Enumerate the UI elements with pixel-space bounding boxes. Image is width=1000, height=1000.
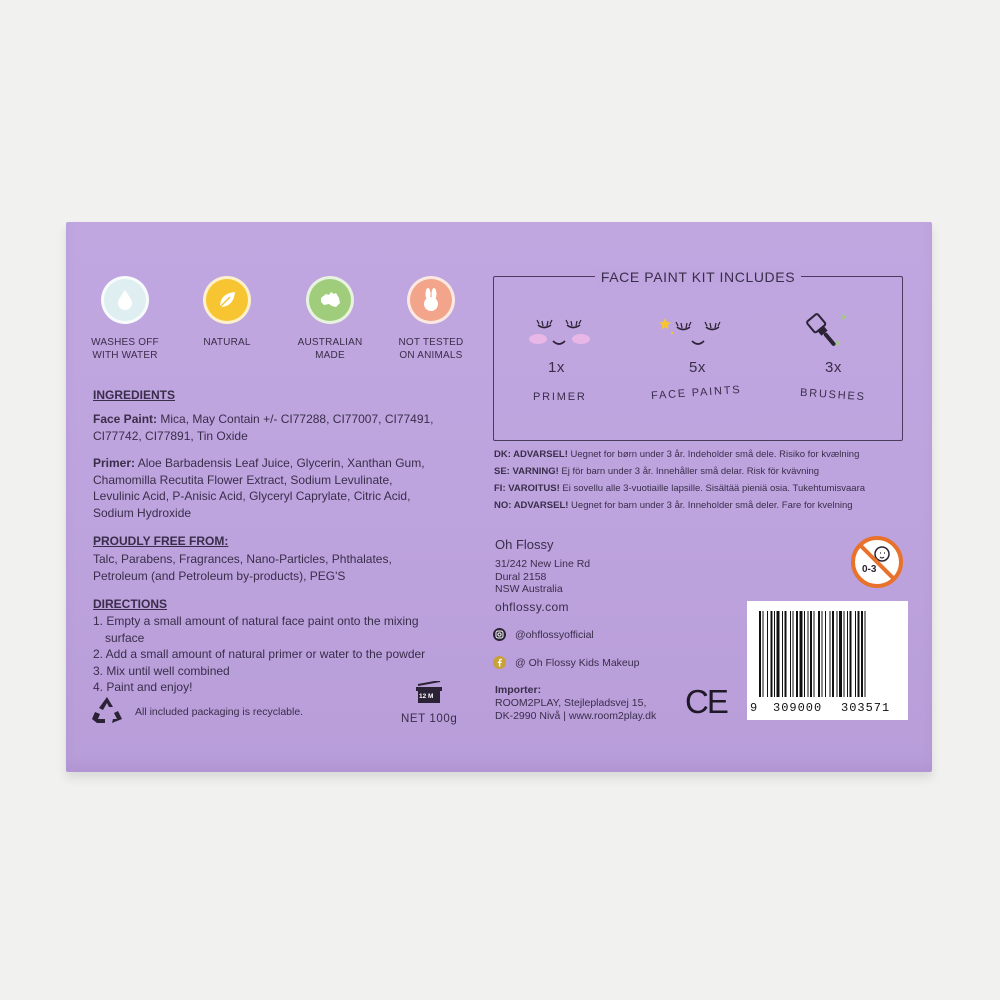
badge-label: AUSTRALIAN MADE [297,337,363,361]
barcode-bar [865,611,866,697]
face-paint-ingredients-cont: CI77742, CI77891, Tin Oxide [93,428,248,443]
barcode-bar [790,611,791,697]
recycle-text: All included packaging is recyclable. [135,706,304,718]
barcode-bar [861,611,863,697]
barcode-bar [759,611,761,697]
barcode-bar [825,611,826,697]
badge-not-tested [386,276,476,362]
barcode-bar [804,611,805,697]
brush-icon [796,307,856,358]
instagram-icon [493,628,506,646]
instagram-handle: @ohflossyofficial [515,629,594,641]
pao-label: 12 M [419,693,434,700]
importer-label: Importer: [495,684,542,696]
direction-step-1-cont: surface [105,630,145,645]
kit-name-brushes: BRUSHES [799,386,867,404]
company-name: Oh Flossy [495,537,554,552]
barcode-bar [839,611,842,697]
australia-map-icon [306,276,354,324]
direction-step-1: 1. Empty a small amount of natural face paint onto the mixing [93,614,419,628]
barcode-bar [771,611,773,697]
badge-label: NOT TESTED ON ANIMALS [398,337,464,361]
barcode-bar [785,611,787,697]
barcode-bar [858,611,860,697]
barcode-bar [796,611,798,697]
free-from-line-2: Petroleum (and Petroleum by-products), PEG'S [93,568,346,583]
primer-ingredients: Primer: Aloe Barbadensis Leaf Juice, Glycerin, Xanthan Gum, [93,456,425,470]
kit-includes-panel [493,269,903,441]
ce-mark: CE [685,683,727,720]
barcode-bar [808,611,809,697]
badge-natural [182,276,272,349]
age-warning-icon [849,534,905,590]
barcode-bar [818,611,820,697]
ingredients-heading: INGREDIENTS [93,388,176,402]
free-from-heading: PROUDLY FREE FROM: [93,534,229,548]
net-weight: NET 100g [401,713,458,725]
barcode-bar [830,611,831,697]
barcode-bar [855,611,856,697]
directions-heading: DIRECTIONS [93,597,168,611]
kit-count-face-paints: 5x [689,359,706,376]
kit-title: FACE PAINT KIT INCLUDES [494,269,902,285]
barcode-bar [810,611,812,697]
barcode-bar [763,611,764,697]
barcode-bar [782,611,783,697]
recycle-icon [91,695,123,730]
barcode-digits-right: 303571 [841,701,891,715]
kit-name-face-paints: FACE PAINTS [650,383,742,403]
age-warning-label: 0-3 [862,564,877,575]
warning-dk: DK: ADVARSEL! Uegnet for børn under 3 år. Indeholder små dele. Risiko for kvælning [494,449,860,460]
barcode-bar [767,611,768,697]
badge-label: WASHES OFF WITH WATER [91,337,159,361]
direction-step-4: 4. Paint and enjoy! [93,680,193,694]
barcode-bar [822,611,823,697]
importer-address: ROOM2PLAY, Stejlepladsvej 15, DK-2990 Nivå | www.room2play.dk [495,697,657,722]
primer-line-3: Levulinic Acid, P-Anisic Acid, Glyceryl Caprylate, Citric Acid, [93,489,411,503]
face-paint-ingredients: Face Paint: Mica, May Contain +/- CI77288, CI77007, CI77491, [93,412,434,426]
barcode-digits-left: 309000 [773,701,823,715]
badge-label: NATURAL [203,337,251,348]
kit-count-primer: 1x [548,359,565,376]
barcode-bar [774,611,775,697]
kit-count-brushes: 3x [825,359,842,376]
primer-line-4: Sodium Hydroxide [93,505,192,520]
barcode-bar [844,611,845,697]
facebook-icon [493,656,506,674]
warning-se: SE: VARNING! Ej för barn under 3 år. Innehåller små delar. Risk för kvävning [494,466,820,477]
primer-line-2: Chamomilla Recutita Flower Extract, Sodium Levulinate, [93,472,393,487]
water-drop-icon [101,276,149,324]
warning-fi: FI: VAROITUS! Ei sovellu alle 3-vuotiaille lapsille. Sisältää pieniä osia. Tukehtumisvaara [494,483,866,494]
face-paints-face-icon [657,315,735,358]
facebook-handle: @ Oh Flossy Kids Makeup [515,657,640,669]
warning-no: NO: ADVARSEL! Uegnet for barn under 3 år. Inneholder små deler. Fare for kvelning [494,500,853,511]
badge-australian-made [285,276,375,362]
ingredients-section [93,388,473,696]
badge-washes-off [80,276,170,362]
barcode-bar [800,611,803,697]
company-address: 31/242 New Line Rd Dural 2158 NSW Australia [495,558,591,595]
bunny-icon [407,276,455,324]
barcode-bar [777,611,780,697]
direction-step-3: 3. Mix until well combined [93,663,230,678]
kit-name-primer: PRIMER [533,391,587,403]
company-website: ohflossy.com [495,600,569,614]
barcode [747,601,908,720]
primer-face-icon [524,315,594,358]
barcode-bar [850,611,852,697]
barcode-bar [793,611,794,697]
barcode-bar [832,611,834,697]
leaf-icon [203,276,251,324]
barcode-bar [814,611,815,697]
direction-step-2: 2. Add a small amount of natural primer or water to the powder [93,647,426,661]
barcode-bar [847,611,848,697]
barcode-digit-lead: 9 [750,701,758,715]
free-from-line-1: Talc, Parabens, Fragrances, Nano-Particles, Phthalates, [93,552,392,566]
barcode-bar [837,611,838,697]
